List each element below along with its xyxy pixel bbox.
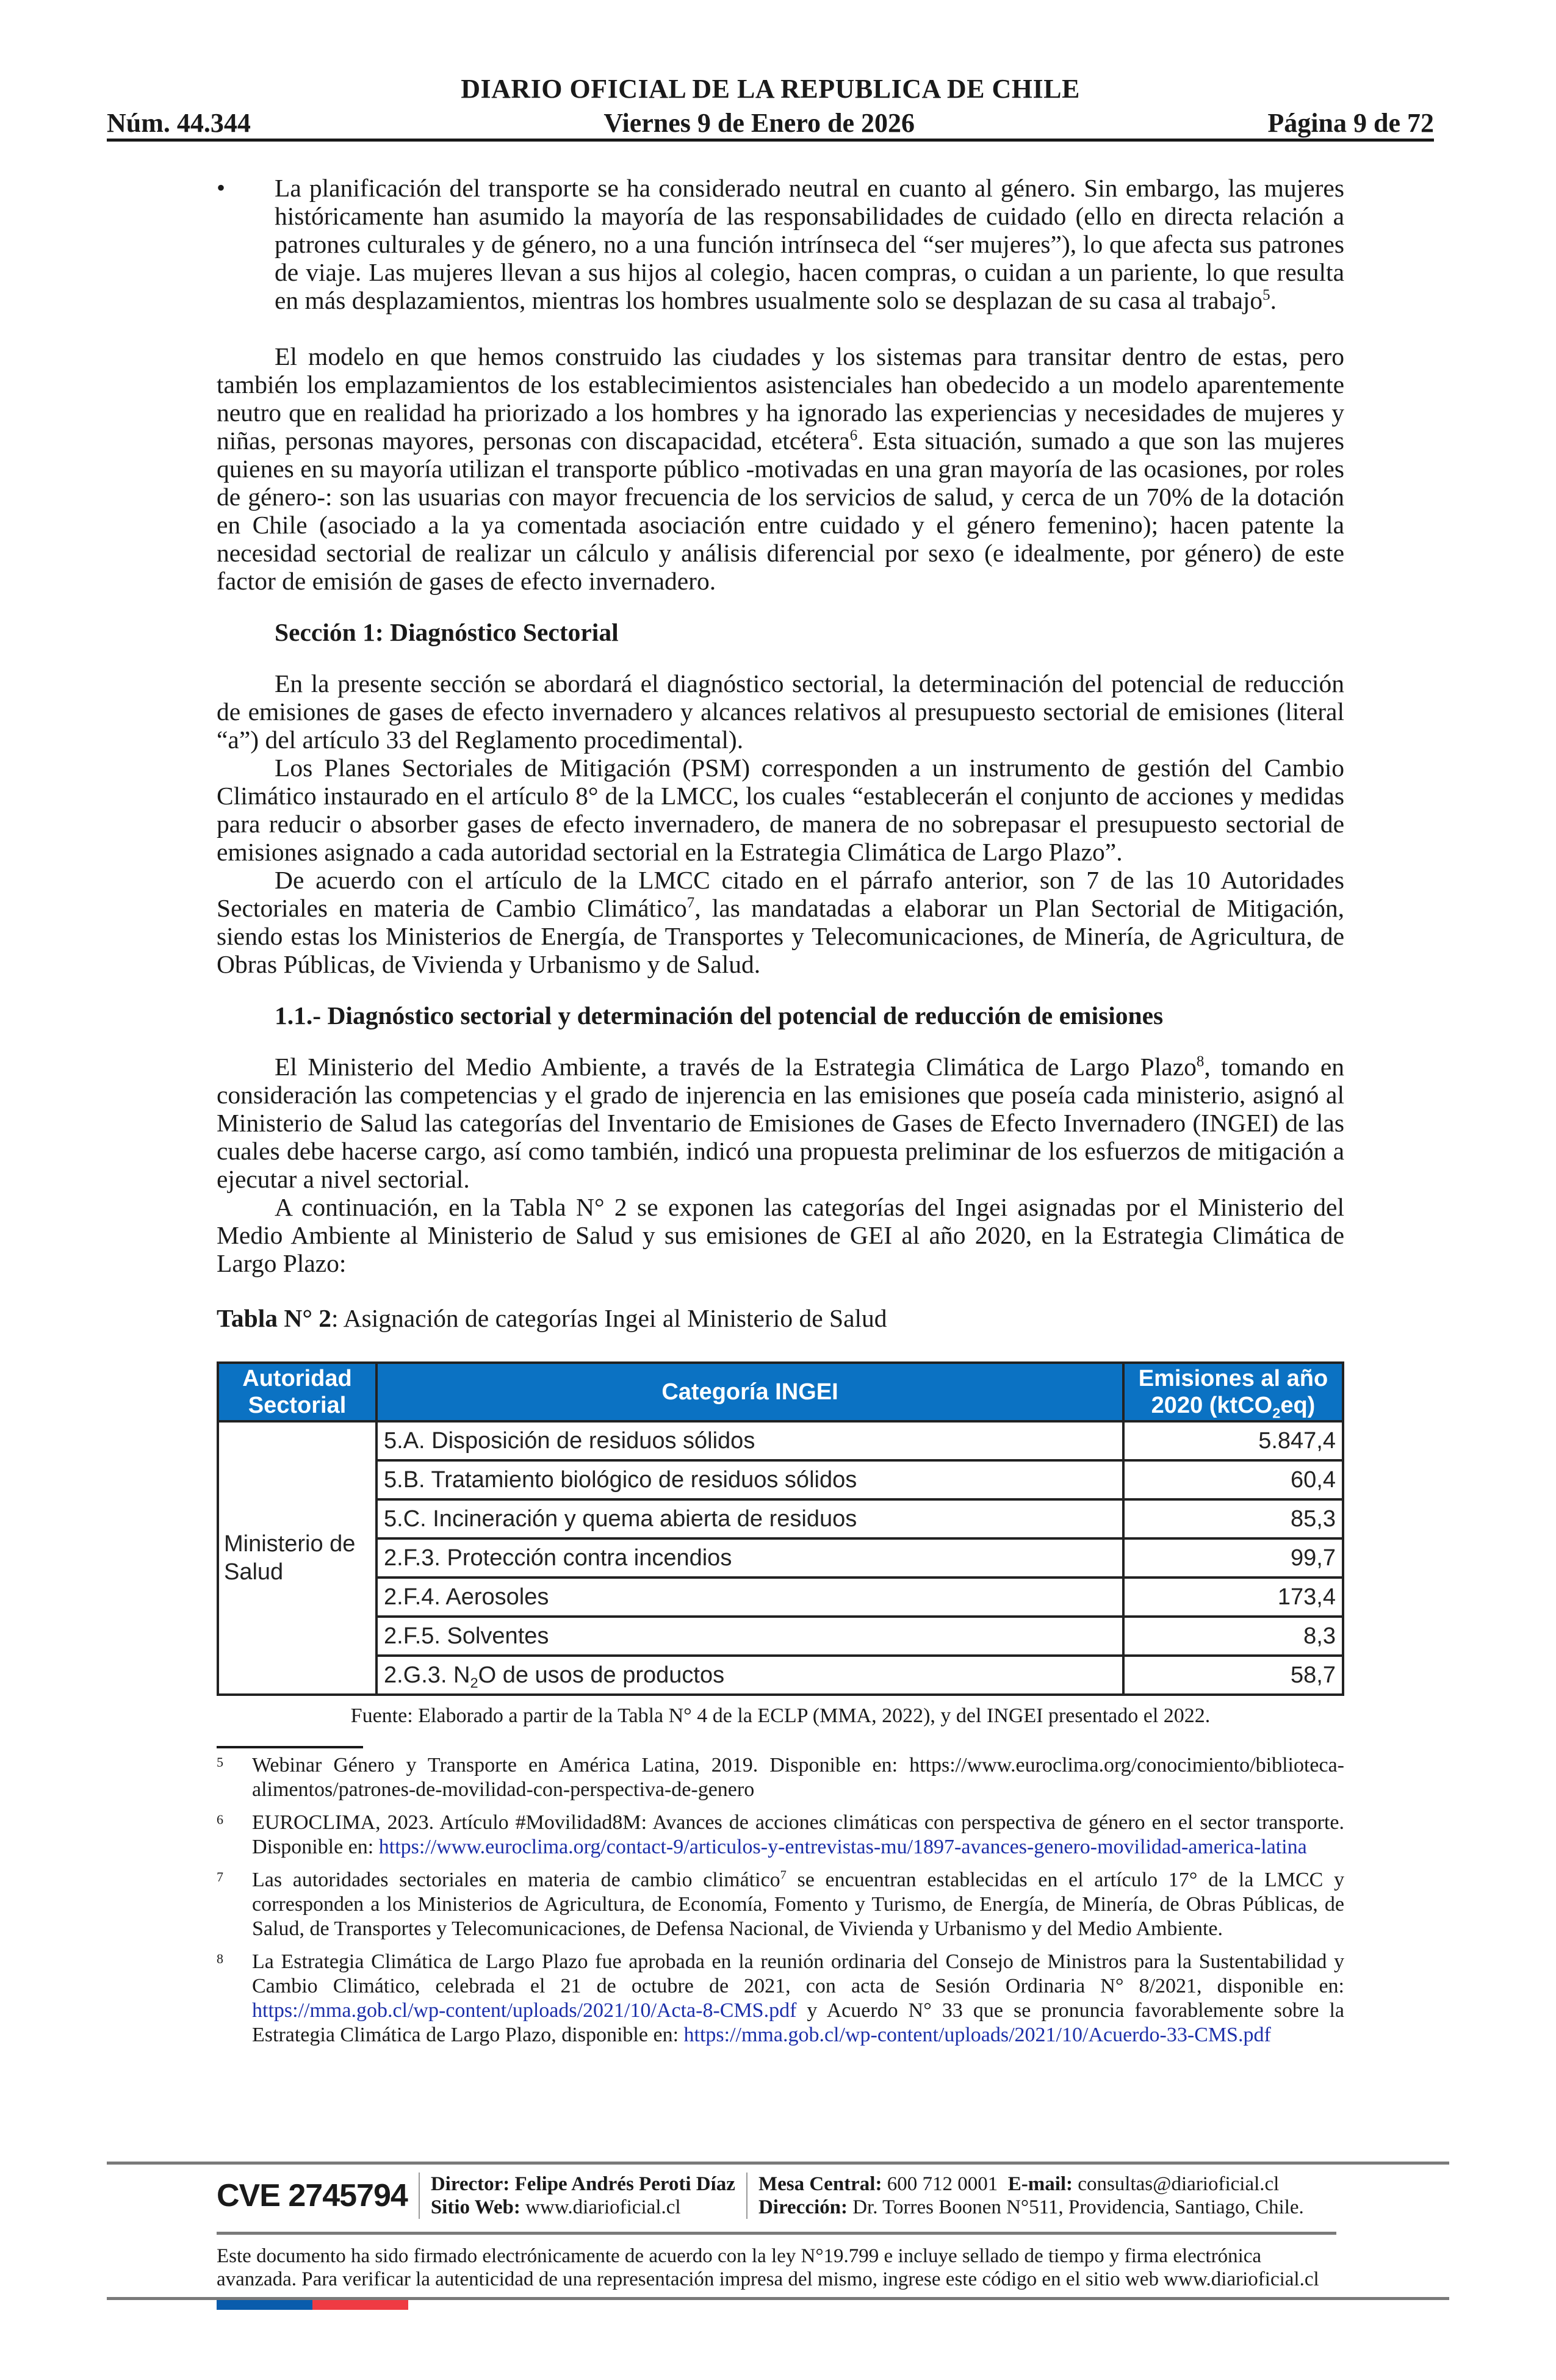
section-1-heading: Sección 1: Diagnóstico Sectorial	[275, 618, 619, 646]
issue-number: Núm. 44.344	[107, 108, 251, 138]
footer-director-block: Director: Felipe Andrés Peroti Díaz Sitio Web: www.diarioficial.cl	[419, 2173, 746, 2219]
page-header	[107, 73, 1434, 139]
footnote-text: Las autoridades sectoriales en materia de cambio climático$^7$ se encuentran establecidas en el artículo 17° de la LMCC y corresponden a los Ministerios de Agricultura, de Economía, Fomento y Turismo, de Energía, de Minería, de Obras Públicas, de Salud, de Transportes y Telecomunicaciones, de Defensa Nacional, de Vivienda y Urbanismo y del Medio Ambiente.	[252, 1868, 1344, 1940]
emissions-cell: 60,4	[1123, 1460, 1343, 1499]
footnote-text: EUROCLIMA, 2023. Artículo #Movilidad8M: Avances de acciones climáticas con perspectiva de género en el sector transporte. Disponible en: https://www.euroclima.org/contact-9/articulos-y-entrevistas-mu/1897-avances-genero-movilidad-america-latina	[252, 1811, 1344, 1858]
category-cell: 2.F.3. Protección contra incendios	[376, 1538, 1123, 1578]
emissions-cell: 5.847,4	[1123, 1421, 1343, 1460]
address: Dr. Torres Boonen N°511, Providencia, Santiago, Chile.	[852, 2196, 1304, 2218]
footnote-7	[217, 1868, 1344, 1941]
acta-8-link[interactable]: https://mma.gob.cl/wp-content/uploads/2021/10/Acta-8-CMS.pdf	[252, 1999, 797, 2022]
table-caption	[217, 1304, 1344, 1332]
director-name: Felipe Andrés Peroti Díaz	[514, 2173, 735, 2195]
paragraph-text: , las mandatadas a elaborar un Plan Sectorial de Mitigación, siendo estas los Ministerios de Energía, de Transportes y Telecomunicaciones, de Minería, de Agricultura, de Obras Públicas, de Vivienda y Urbanismo y de Salud.	[217, 894, 1344, 978]
category-cell: 2.F.4. Aerosoles	[376, 1578, 1123, 1617]
paragraph-text: De acuerdo con el artículo de la LMCC citado en el párrafo anterior, son 7 de las 10 Autoridades Sectoriales en materia de Cambio Climático	[217, 866, 1344, 922]
footnote-divider	[217, 1746, 363, 1748]
paragraph-seccion: En la presente sección se abordará el diagnóstico sectorial, la determinación del potencial de reducción de emisiones de gases de efecto invernadero y alcances relativos al presupuesto sectorial de emisiones (literal “a”) del artículo 33 del Reglamento procedimental).	[217, 669, 1344, 754]
website-link[interactable]: www.diarioficial.cl	[525, 2196, 681, 2218]
section-1-1-heading: 1.1.- Diagnóstico sectorial y determinación del potencial de reducción de emisiones	[275, 1001, 1164, 1030]
footnote-ref-5[interactable]: 5	[1262, 287, 1270, 304]
table-row	[218, 1656, 1343, 1695]
paragraph-text: El Ministerio del Medio Ambiente, a través de la Estrategia Climática de Largo Plazo	[275, 1053, 1197, 1081]
footer-divider-top	[107, 2162, 1449, 2165]
footnote-6	[217, 1811, 1344, 1859]
category-cell: 5.C. Incineración y quema abierta de residuos	[376, 1499, 1123, 1538]
signature-note: Este documento ha sido firmado electrónicamente de acuerdo con la ley N°19.799 e incluye sellado de tiempo y firma electrónica avanzada. Para verificar la autenticidad de una representación impresa del mismo, ingrese este código en el sitio web www.diarioficial.cl	[217, 2245, 1319, 2290]
emissions-cell: 58,7	[1123, 1656, 1343, 1695]
table-caption-text: : Asignación de categorías Ingei al Ministerio de Salud	[331, 1304, 887, 1332]
paragraph-text: . Esta situación, sumado a que son las mujeres quienes en su mayoría utilizan el transporte público -motivadas en una gran mayoría de las ocasiones, por roles de género-: son las usuarias con mayor frecuencia de los servicios de salud, y cerca de un 70% de la dotación en Chile (asociado a la ya comentada asociación entre cuidado y el género femenino); hacen patente la necesidad sectorial de realizar un cálculo y análisis diferencial por sexo (e idealmente, por género) de este factor de emisión de gases de efecto invernadero.	[217, 427, 1344, 595]
paragraph-psm: Los Planes Sectoriales de Mitigación (PSM) corresponden a un instrumento de gestión del Cambio Climático instaurado en el artículo 8° de la LMCC, los cuales “establecerán el conjunto de acciones y medidas para reducir o absorber gases de efecto invernadero, de manera de no sobrepasar el presupuesto sectorial de emisiones asignado a cada autoridad sectorial en la Estrategia Climática de Largo Plazo”.	[217, 754, 1344, 866]
table-row	[218, 1617, 1343, 1656]
category-cell: 5.A. Disposición de residuos sólidos	[376, 1421, 1123, 1460]
footer-divider-mid	[217, 2232, 1336, 2235]
header-category: Categoría INGEI	[376, 1363, 1123, 1421]
emissions-cell: 99,7	[1123, 1538, 1343, 1578]
footnote-ref-8[interactable]: 8	[1196, 1053, 1205, 1070]
header-divider	[107, 139, 1434, 142]
footnote-number: 7	[217, 1869, 223, 1884]
paragraph-text: El modelo en que hemos construido las ciudades y los sistemas para transitar dentro de estas, pero también los emplazamientos de los establecimientos asistenciales han obedecido a un modelo aparentemente neutro que en realidad ha priorizado a los hombres y ha ignorado las experiencias y necesidades de mujeres y niñas, personas mayores, personas con discapacidad, etcétera	[217, 342, 1344, 455]
table-source-note: Fuente: Elaborado a partir de la Tabla N° 4 de la ECLP (MMA, 2022), y del INGEI presentado el 2022.	[350, 1704, 1211, 1727]
category-cell: 5.B. Tratamiento biológico de residuos sólidos	[376, 1460, 1123, 1499]
acuerdo-33-link[interactable]: https://mma.gob.cl/wp-content/uploads/2021/10/Acuerdo-33-CMS.pdf	[683, 2024, 1271, 2046]
header-emissions: Emisiones al año 2020 (ktCO$_2$eq)	[1123, 1363, 1343, 1421]
emissions-cell: 8,3	[1123, 1617, 1343, 1656]
publication-title: DIARIO OFICIAL DE LA REPUBLICA DE CHILE	[461, 74, 1080, 104]
paragraph-text: , tomando en consideración las competencias y el grado de injerencia en las emisiones que poseía cada ministerio, asignó al Ministerio de Salud las categorías del Inventario de Emisiones de Gases de Efecto Invernadero (INGEI) de las cuales debe hacerse cargo, así como también, indicó una propuesta preliminar de los esfuerzos de mitigación a ejecutar a nivel sectorial.	[217, 1053, 1344, 1193]
footnote-number: 5	[217, 1754, 223, 1770]
paragraph-acuerdo	[217, 866, 1344, 978]
footnote-ref-7[interactable]: 7	[686, 895, 695, 912]
bullet-icon: •	[217, 174, 226, 201]
flag-stripe-red	[312, 2300, 408, 2310]
category-cell: 2.G.3. $N_2O$ de usos de productos	[376, 1656, 1123, 1695]
bullet-text-content: La planificación del transporte se ha considerado neutral en cuanto al género. Sin embargo, las mujeres históricamente han asumido la mayoría de las responsabilidades de cuidado (ello en directa relación a patrones culturales y de género, no a una función intrínseca del “ser mujeres”), lo que afecta sus patrones de viaje. Las mujeres llevan a sus hijos al colegio, hacen compras, o cuidan a un pariente, lo que resulta en más desplazamientos, mientras los hombres usualmente solo se desplazan de su casa al trabajo	[275, 174, 1344, 314]
bullet-text	[275, 174, 1344, 314]
header-meta-row	[107, 107, 1434, 139]
footnote-ref-6[interactable]: 6	[849, 427, 858, 444]
footnotes	[217, 1753, 1344, 2047]
table-row	[218, 1538, 1343, 1578]
bullet-text-end: .	[1270, 286, 1277, 314]
bullet-item	[217, 174, 1344, 314]
document-body	[217, 174, 1344, 2056]
paragraph-tabla: A continuación, en la Tabla N° 2 se exponen las categorías del Ingei asignadas por el Ministerio del Medio Ambiente al Ministerio de Salud y sus emisiones de GEI al año 2020, en la Estrategia Climática de Largo Plazo:	[217, 1193, 1344, 1277]
footnote-text: La Estrategia Climática de Largo Plazo fue aprobada en la reunión ordinaria del Consejo de Ministros para la Sustentabilidad y Cambio Climático, celebrada el 21 de octubre de 2021, con acta de Sesión Ordinaria N° 8/2021, disponible en: https://mma.gob.cl/wp-content/uploads/2021/10/Acta-8-CMS.pdf y Acuerdo N° 33 que se pronuncia favorablemente sobre la Estrategia Climática de Largo Plazo, disponible en: https://mma.gob.cl/wp-content/uploads/2021/10/Acuerdo-33-CMS.pdf	[252, 1950, 1344, 2046]
page-footer	[217, 2173, 1345, 2219]
header-authority: Autoridad Sectorial	[218, 1363, 376, 1421]
emissions-cell: 173,4	[1123, 1578, 1343, 1617]
table-caption-label: Tabla N° 2	[217, 1304, 332, 1332]
paragraph-mma	[217, 1053, 1344, 1193]
table-header-row	[218, 1363, 1343, 1421]
emissions-cell: 85,3	[1123, 1499, 1343, 1538]
cve-code: CVE 2745794	[217, 2178, 408, 2213]
footnote-text: Webinar Género y Transporte en América Latina, 2019. Disponible en: https://www.euroclima.org/conocimiento/biblioteca-alimentos/patrones-de-movilidad-con-perspectiva-de-genero	[252, 1754, 1344, 1801]
footer-contact-block: Mesa Central: 600 712 0001 E-mail: consultas@diarioficial.cl Dirección: Dr. Torres Boonen N°511, Providencia, Santiago, Chile.	[746, 2173, 1315, 2219]
paragraph-modelo	[217, 342, 1344, 595]
page-indicator: Página 9 de 72	[1267, 108, 1434, 138]
table-row	[218, 1499, 1343, 1538]
table-row	[218, 1460, 1343, 1499]
email-link[interactable]: consultas@diarioficial.cl	[1078, 2173, 1280, 2195]
issue-date: Viernes 9 de Enero de 2026	[603, 108, 915, 138]
euroclima-link[interactable]: https://www.euroclima.org/contact-9/articulos-y-entrevistas-mu/1897-avances-genero-movilidad-america-latina	[378, 1836, 1307, 1858]
footnote-number: 6	[217, 1812, 223, 1827]
category-cell: 2.F.5. Solventes	[376, 1617, 1123, 1656]
footnote-5	[217, 1753, 1344, 1802]
flag-stripe-blue	[217, 2300, 312, 2310]
table-row	[218, 1578, 1343, 1617]
footnote-number: 8	[217, 1951, 223, 1966]
ingei-table	[217, 1361, 1344, 1696]
authority-cell: Ministerio de Salud	[218, 1421, 376, 1695]
footnote-8	[217, 1950, 1344, 2047]
phone-number: 600 712 0001	[887, 2173, 998, 2195]
table-row	[218, 1421, 1343, 1460]
